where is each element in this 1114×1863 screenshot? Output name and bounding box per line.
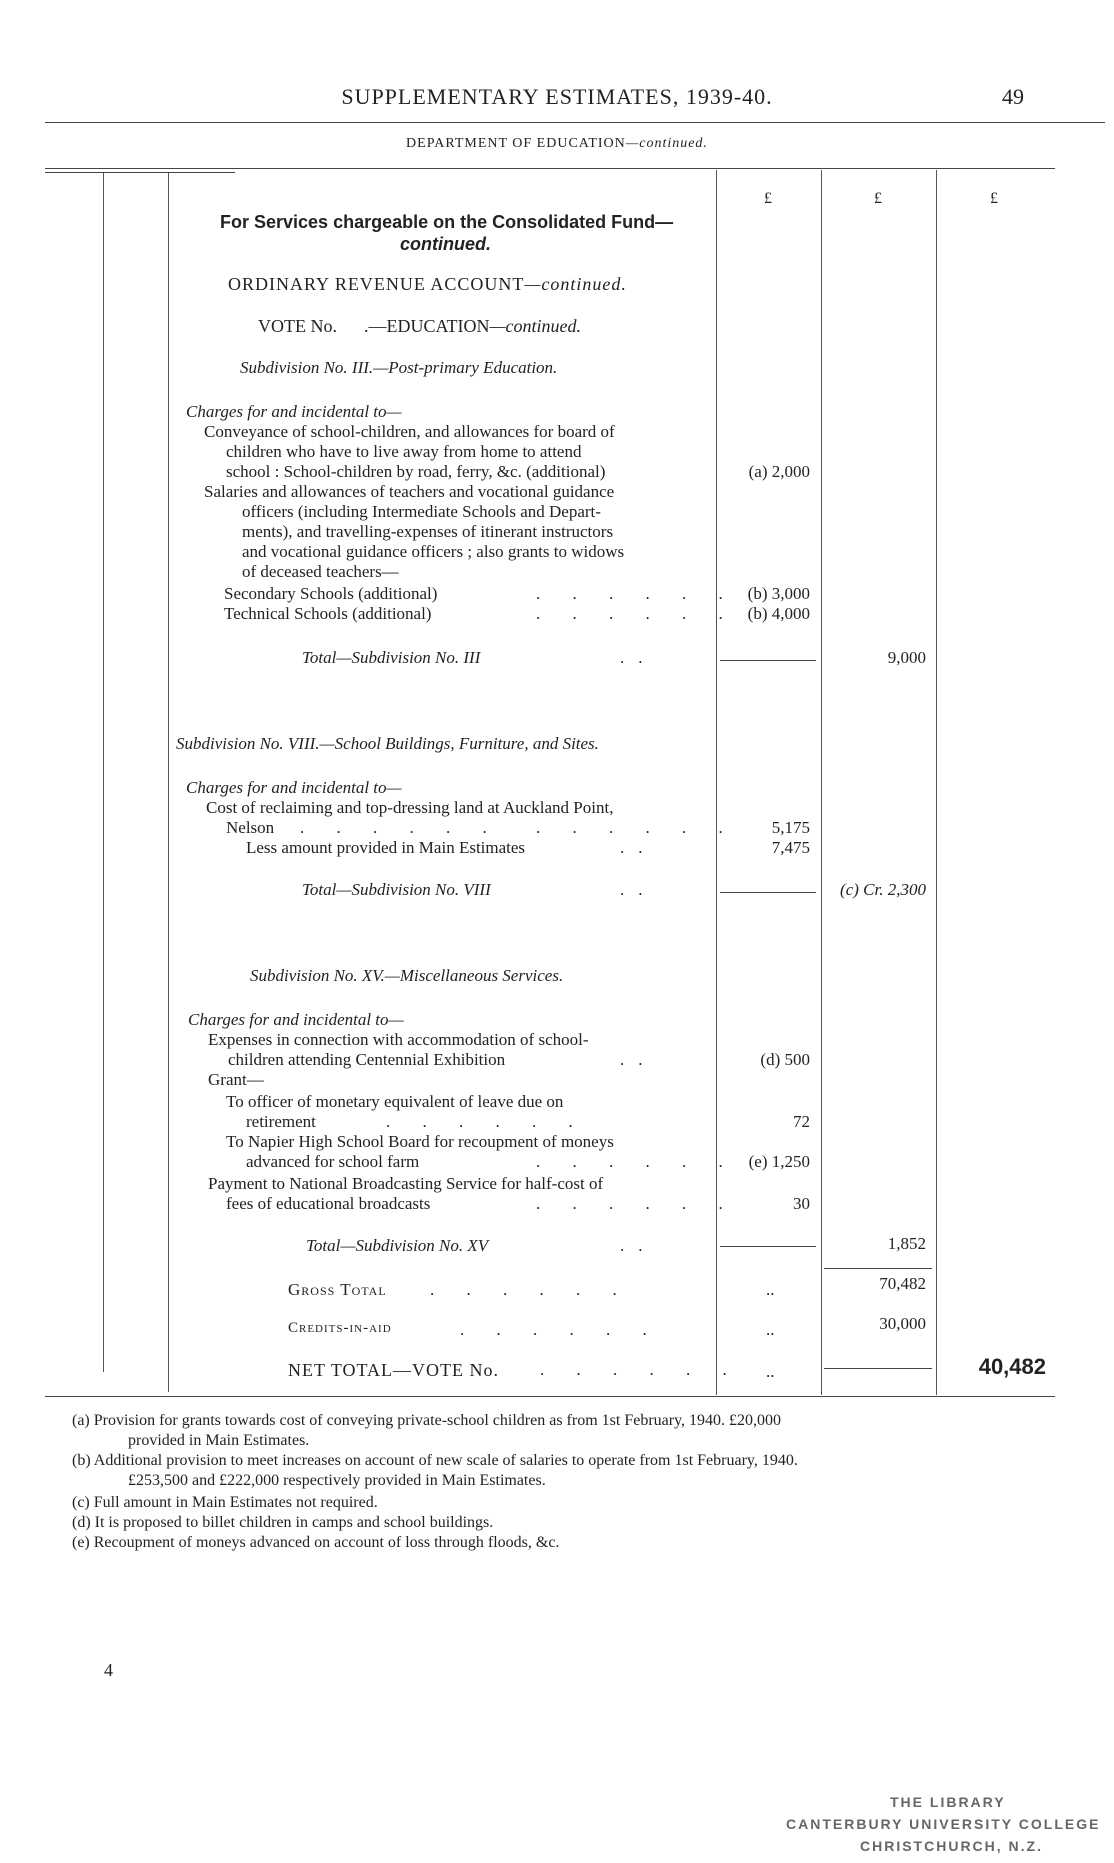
gross-total-rule — [824, 1268, 932, 1269]
gross-total-leader: . . . . . . — [430, 1280, 631, 1299]
sub3-line-3: school : School-children by road, ferry, &c. (additional) — [226, 462, 606, 481]
sub15-line-1: Expenses in connection with accommodation of school- — [208, 1030, 589, 1049]
sub3-line-9-value: (b) 3,000 — [747, 584, 810, 603]
gross-total-value: 70,482 — [879, 1274, 926, 1293]
sub3-line-10-value: (b) 4,000 — [747, 604, 810, 623]
sub3-line-10-leader: . . . . . . — [536, 604, 737, 623]
sub15-total-rule — [720, 1246, 816, 1247]
sub3-line-3-value: (a) 2,000 — [748, 462, 810, 481]
footnote-c: (c) Full amount in Main Estimates not required. — [72, 1494, 378, 1511]
sub15-line-4: To officer of monetary equivalent of leave due on — [226, 1092, 564, 1111]
sub15-line-5-leader: . . . . . . — [386, 1112, 587, 1131]
sub15-charges: Charges for and incidental to— — [188, 1010, 404, 1029]
sub15-total-leader: .. — [620, 1236, 657, 1255]
sub15-line-9-value: 30 — [793, 1194, 810, 1213]
sub15-line-5: retirement — [246, 1112, 316, 1131]
sub3-line-10: Technical Schools (additional) — [224, 604, 432, 623]
sub15-line-7-leader: . . . . . . — [536, 1152, 737, 1171]
sub15-line-7-value: (e) 1,250 — [748, 1152, 810, 1171]
table-bottom-rule — [45, 1396, 1055, 1397]
library-stamp-line-1: THE LIBRARY — [890, 1794, 1006, 1810]
sub8-total-leader: .. — [620, 880, 657, 899]
sub3-line-1: Conveyance of school-children, and allowances for board of — [204, 422, 615, 441]
footnote-a-line-1: (a) Provision for grants towards cost of conveying private-school children as from 1st February, 1940. £20,000 — [72, 1412, 782, 1429]
sub15-line-9-leader: . . . . . . — [536, 1194, 737, 1213]
col-line-5 — [936, 170, 937, 1395]
sub15-line-8: Payment to National Broadcasting Service for half-cost of — [208, 1174, 604, 1193]
footnote-b-line-2: £253,500 and £222,000 respectively provided in Main Estimates. — [128, 1472, 546, 1489]
library-stamp-line-3: CHRISTCHURCH, N.Z. — [860, 1838, 1043, 1854]
sub8-line-2-leader-2: . . . . . . — [536, 818, 737, 837]
sub8-total-value: (c) Cr. 2,300 — [840, 880, 926, 899]
col-line-1 — [103, 172, 104, 1372]
col-header-3: £ — [990, 190, 998, 207]
page-header-title: SUPPLEMENTARY ESTIMATES, 1939-40. — [341, 84, 773, 109]
sub3-line-9-leader: . . . . . . — [536, 584, 737, 603]
account-heading: ORDINARY REVENUE ACCOUNT—continued. — [228, 274, 627, 294]
sub15-total-value: 1,852 — [887, 1234, 926, 1253]
sub3-line-7: and vocational guidance officers ; also grants to widows — [242, 542, 625, 561]
sub8-line-2-leader: . . . . . . — [300, 818, 501, 837]
net-total-rule — [824, 1368, 932, 1369]
sub3-line-9: Secondary Schools (additional) — [224, 584, 438, 603]
sub15-line-6: To Napier High School Board for recoupment of moneys — [226, 1132, 614, 1151]
credits-in-aid-value: 30,000 — [879, 1314, 926, 1333]
page-number: 49 — [1002, 84, 1024, 109]
sub8-line-3-value: 7,475 — [771, 838, 810, 857]
library-stamp-line-2: CANTERBURY UNIVERSITY COLLEGE — [786, 1816, 1101, 1832]
table-top-rule-2 — [45, 172, 235, 173]
sub15-line-5-value: 72 — [793, 1112, 810, 1131]
sub15-title: Subdivision No. XV.—Miscellaneous Services. — [250, 966, 564, 985]
department-heading: DEPARTMENT OF EDUCATION—continued. — [406, 136, 708, 151]
sub15-line-2: children attending Centennial Exhibition — [228, 1050, 506, 1069]
sub3-line-8: of deceased teachers— — [242, 562, 399, 581]
net-total-label: NET TOTAL—VOTE No. — [288, 1360, 500, 1380]
sub15-line-2-leader: .. — [620, 1050, 657, 1069]
header-rule — [45, 122, 1105, 123]
consolidated-fund-continued: continued. — [400, 234, 491, 254]
signature-number: 4 — [104, 1660, 113, 1680]
footnote-d: (d) It is proposed to billet children in camps and school buildings. — [72, 1514, 494, 1531]
credits-in-aid-col1-dots: .. — [766, 1320, 775, 1339]
sub3-line-6: ments), and travelling-expenses of itinerant instructors — [242, 522, 614, 541]
col-line-4 — [821, 170, 822, 1395]
sub8-charges: Charges for and incidental to— — [186, 778, 402, 797]
sub3-line-2: children who have to live away from home to attend — [226, 442, 582, 461]
sub3-line-5: officers (including Intermediate Schools and Depart- — [242, 502, 601, 521]
credits-in-aid-leader: . . . . . . — [460, 1320, 661, 1339]
sub3-total-value: 9,000 — [887, 648, 926, 667]
sub8-total-rule — [720, 892, 816, 893]
net-total-value: 40,482 — [978, 1354, 1046, 1379]
footnote-a-line-2: provided in Main Estimates. — [128, 1432, 310, 1449]
sub3-total-rule — [720, 660, 816, 661]
col-header-1: £ — [764, 190, 772, 207]
sub8-total-label: Total—Subdivision No. VIII — [302, 880, 491, 899]
col-header-2: £ — [874, 190, 882, 207]
net-total-leader: . . . . . . — [540, 1360, 741, 1379]
sub3-charges: Charges for and incidental to— — [186, 402, 402, 421]
vote-heading: VOTE No. .—EDUCATION—continued. — [258, 316, 581, 336]
sub15-line-7: advanced for school farm — [246, 1152, 420, 1171]
footnote-e: (e) Recoupment of moneys advanced on account of loss through floods, &c. — [72, 1534, 560, 1551]
sub8-line-3: Less amount provided in Main Estimates — [246, 838, 526, 857]
col-line-2 — [168, 172, 169, 1392]
sub8-line-2: Nelson — [226, 818, 275, 837]
gross-total-col1-dots: .. — [766, 1280, 775, 1299]
sub8-line-2-value: 5,175 — [771, 818, 810, 837]
table-top-rule — [45, 168, 1055, 169]
sub3-title: Subdivision No. III.—Post-primary Education. — [240, 358, 558, 377]
sub3-total-leader: .. — [620, 648, 657, 667]
sub15-line-9: fees of educational broadcasts — [226, 1194, 431, 1213]
credits-in-aid-label: Credits-in-aid — [288, 1320, 392, 1336]
footnote-b-line-1: (b) Additional provision to meet increases on account of new scale of salaries to operate from 1st February, 1940. — [72, 1452, 798, 1469]
sub3-total-label: Total—Subdivision No. III — [302, 648, 481, 667]
sub8-title: Subdivision No. VIII.—School Buildings, Furniture, and Sites. — [176, 734, 599, 753]
sub3-line-4: Salaries and allowances of teachers and vocational guidance — [204, 482, 615, 501]
sub8-line-1: Cost of reclaiming and top-dressing land at Auckland Point, — [206, 798, 614, 817]
sub15-line-3: Grant— — [208, 1070, 264, 1089]
sub15-line-2-value: (d) 500 — [760, 1050, 810, 1069]
gross-total-label: Gross Total — [288, 1280, 387, 1299]
sub8-line-3-leader: .. — [620, 838, 657, 857]
sub15-total-label: Total—Subdivision No. XV — [306, 1236, 489, 1255]
net-total-col1-dots: .. — [766, 1362, 775, 1381]
consolidated-fund-heading: For Services chargeable on the Consolidated Fund— — [220, 212, 674, 232]
